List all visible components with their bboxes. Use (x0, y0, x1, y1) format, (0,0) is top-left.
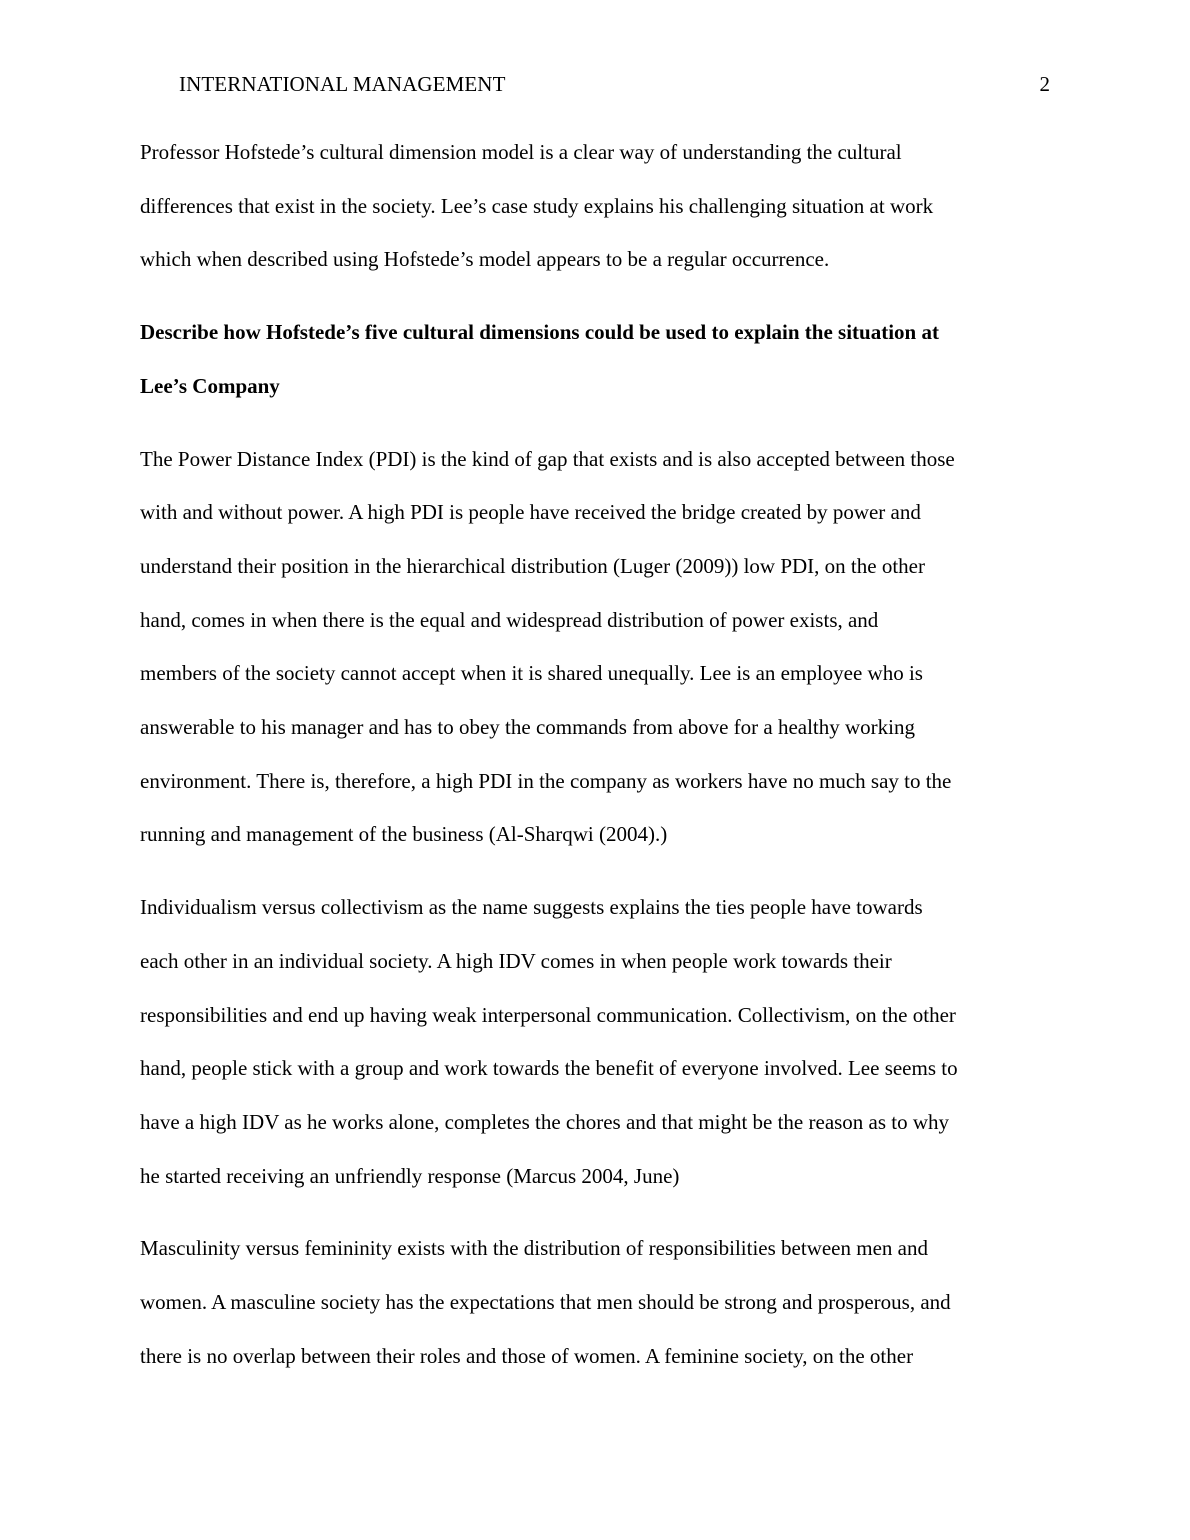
heading-line: Lee’s Company (140, 373, 280, 398)
text-line: answerable to his manager and has to obey the commands from above for a healthy working (140, 715, 916, 740)
text-line: running and management of the business (Al-Sharqwi (2004).) (140, 822, 668, 847)
text-line: members of the society cannot accept when it is shared unequally. Lee is an employee who is (140, 661, 923, 686)
running-head: INTERNATIONAL MANAGEMENT (179, 72, 506, 96)
document-body (140, 126, 1055, 1402)
text-line: The Power Distance Index (PDI) is the kind of gap that exists and is also accepted between those (140, 446, 955, 471)
text-line: understand their position in the hierarchical distribution (Luger (2009)) low PDI, on the other (140, 553, 925, 578)
masculinity-paragraph (140, 1222, 1055, 1383)
text-line: Individualism versus collectivism as the name suggests explains the ties people have towards (140, 895, 923, 920)
text-line: have a high IDV as he works alone, completes the chores and that might be the reason as to why (140, 1109, 950, 1134)
page-number: 2 (1039, 72, 1050, 96)
text-line: he started receiving an unfriendly response (Marcus 2004, June) (140, 1163, 680, 1188)
text-line: women. A masculine society has the expectations that men should be strong and prosperous, and (140, 1290, 951, 1315)
text-line: each other in an individual society. A high IDV comes in when people work towards their (140, 948, 892, 973)
heading-line: Describe how Hofstede’s five cultural dimensions could be used to explain the situation at (140, 320, 939, 345)
text-line: with and without power. A high PDI is people have received the bridge created by power and (140, 500, 921, 525)
text-line: which when described using Hofstede’s model appears to be a regular occurrence. (140, 247, 830, 272)
text-line: differences that exist in the society. Lee’s case study explains his challenging situation at work (140, 193, 934, 218)
text-line: hand, comes in when there is the equal and widespread distribution of power exists, and (140, 607, 879, 632)
individualism-paragraph (140, 881, 1055, 1203)
text-line: environment. There is, therefore, a high PDI in the company as workers have no much say to the (140, 768, 952, 793)
text-line: Professor Hofstede’s cultural dimension model is a clear way of understanding the cultural (140, 140, 902, 164)
text-line: there is no overlap between their roles and those of women. A feminine society, on the other (140, 1343, 914, 1368)
section-heading (140, 306, 1055, 413)
power-distance-paragraph (140, 433, 1055, 863)
text-line: hand, people stick with a group and work towards the benefit of everyone involved. Lee seems to (140, 1056, 958, 1081)
text-line: Masculinity versus femininity exists with the distribution of responsibilities between men and (140, 1236, 928, 1261)
text-line: responsibilities and end up having weak interpersonal communication. Collectivism, on the other (140, 1002, 956, 1027)
intro-paragraph (140, 126, 1055, 287)
